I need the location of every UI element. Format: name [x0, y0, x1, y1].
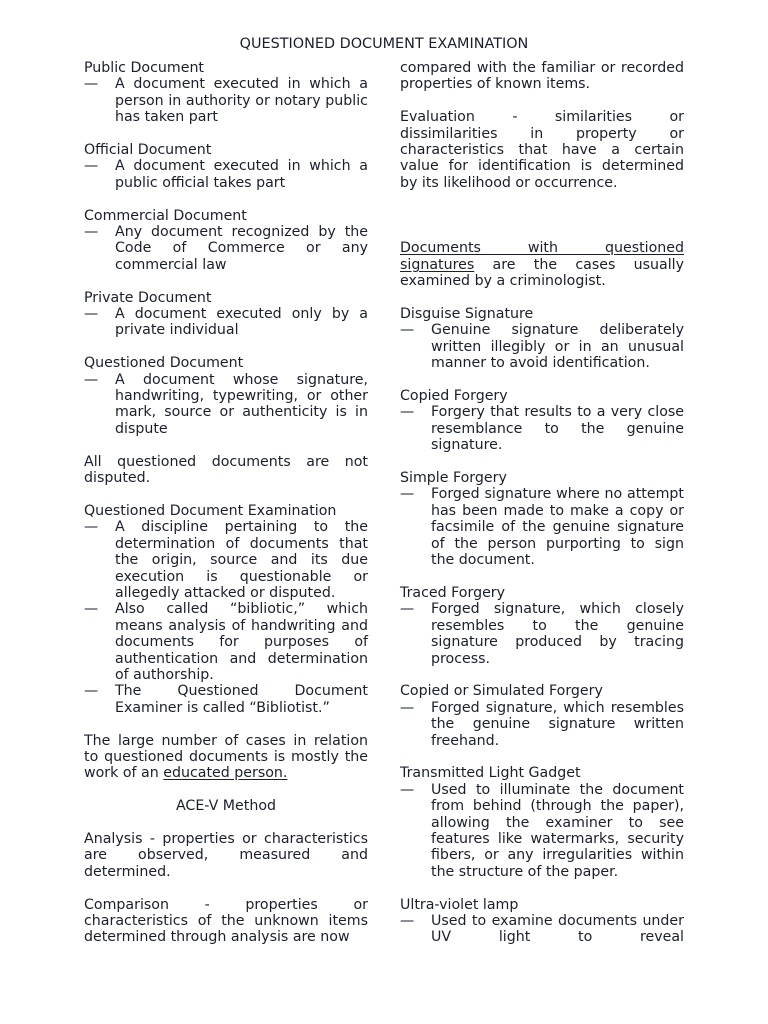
list-item	[400, 404, 684, 453]
item-text: Forged signature, which closely resembles to the genuine signature produced by tracing process.	[431, 601, 684, 667]
paragraph-analysis: Analysis - properties or characteristics are observed, measured and determined.	[84, 830, 368, 880]
list-item	[84, 158, 368, 191]
dash-bullet: —	[84, 158, 99, 175]
heading-transmitted-light: Transmitted Light Gadget	[400, 765, 581, 782]
left-column	[84, 60, 368, 946]
heading-private-document: Private Document	[84, 289, 212, 306]
heading-uv-lamp: Ultra-violet lamp	[400, 896, 519, 913]
paragraph-comparison-continued: compared with the familiar or recorded properties of known items.	[400, 60, 684, 93]
list-item	[84, 683, 368, 716]
dash-bullet: —	[84, 76, 99, 93]
dash-bullet: —	[84, 224, 99, 241]
right-column	[400, 60, 684, 946]
page-title: QUESTIONED DOCUMENT EXAMINATION	[239, 36, 529, 52]
item-text: Forgery that results to a very close resemblance to the genuine signature.	[431, 404, 684, 454]
heading-simulated-forgery: Copied or Simulated Forgery	[400, 683, 603, 700]
list-item	[84, 306, 368, 339]
item-text: Also called “bibliotic,” which means analysis of handwriting and documents for purposes of authentication and determination of authorship.	[115, 601, 368, 683]
paragraph-comparison: Comparison - properties or characteristics of the unknown items determined through analysis are now	[84, 896, 368, 946]
heading-traced-forgery: Traced Forgery	[400, 584, 506, 601]
item-text: Used to examine documents under UV light to reveal	[431, 912, 684, 946]
item-text: A document executed only by a private individual	[115, 306, 368, 339]
heading-official-document: Official Document	[84, 142, 212, 159]
dash-bullet: —	[84, 601, 99, 618]
dash-bullet: —	[84, 519, 99, 536]
list-item	[84, 372, 368, 438]
dash-bullet: —	[84, 371, 99, 388]
list-item	[84, 224, 368, 273]
item-text: A document executed in which a person in authority or notary public has taken part	[115, 76, 368, 126]
list-item	[400, 913, 684, 946]
item-text: Forged signature, which resembles the genuine signature written freehand.	[431, 699, 684, 749]
dash-bullet: —	[400, 699, 415, 716]
dash-bullet: —	[400, 912, 415, 929]
item-text: A discipline pertaining to the determination of documents that the origin, source and its due execution is questionable or allegedly attacked or disputed.	[115, 519, 368, 601]
item-text: A document whose signature, handwriting, typewriting, or other mark, source or authenticity is in dispute	[115, 371, 368, 437]
heading-acev-method: ACE-V Method	[175, 798, 277, 815]
item-text: Forged signature where no attempt has been made to make a copy or facsimile of the genuine signature of the person purporting to sign the document.	[431, 486, 684, 569]
dash-bullet: —	[400, 486, 415, 503]
underlined-signatures: signatures	[400, 256, 475, 273]
paragraph-documents-signatures	[400, 257, 684, 290]
heading-simple-forgery: Simple Forgery	[400, 470, 507, 487]
heading-commercial-document: Commercial Document	[84, 207, 247, 224]
dash-bullet: —	[400, 601, 415, 618]
underlined-educated-person: educated person.	[163, 765, 288, 782]
paragraph-large-number	[84, 733, 368, 782]
paragraph-all-questioned: All questioned documents are not disputed.	[84, 453, 368, 487]
heading-disguise-signature: Disguise Signature	[400, 306, 534, 323]
list-item	[400, 601, 684, 667]
underlined-text: Documents with questioned	[400, 240, 684, 257]
dash-bullet: —	[400, 781, 415, 798]
list-item	[400, 486, 684, 568]
paragraph-text: are the cases usually examined by a criminologist.	[400, 256, 684, 290]
heading-qde: Questioned Document Examination	[84, 502, 337, 519]
list-item	[400, 322, 684, 371]
item-text: Used to illuminate the document from behind (through the paper), allowing the examiner to see features like watermarks, security fibers, or any irregularities within the structure of the paper.	[431, 781, 684, 880]
paragraph-text: The large number of cases in relation to questioned documents is mostly the work of an	[84, 732, 368, 782]
underlined-documents-line	[400, 240, 684, 256]
heading-public-document: Public Document	[84, 60, 204, 76]
list-item	[84, 519, 368, 601]
heading-questioned-document: Questioned Document	[84, 355, 244, 372]
list-item	[84, 601, 368, 683]
dash-bullet: —	[400, 322, 415, 339]
dash-bullet: —	[400, 404, 415, 421]
list-item	[400, 782, 684, 880]
list-item	[400, 700, 684, 749]
item-text: Any document recognized by the Code of Commerce or any commercial law	[115, 224, 368, 273]
paragraph-evaluation: Evaluation - similarities or dissimilarities in property or characteristics that have a certain value for identification is determined by its likelihood or occurrence.	[400, 109, 684, 191]
item-text: A document executed in which a public official takes part	[115, 158, 368, 191]
item-text: The Questioned Document Examiner is called “Bibliotist.”	[115, 683, 368, 716]
dash-bullet: —	[84, 683, 99, 700]
list-item	[84, 76, 368, 125]
dash-bullet: —	[84, 306, 99, 323]
heading-copied-forgery: Copied Forgery	[400, 388, 508, 405]
item-text: Genuine signature deliberately written illegibly or in an unusual manner to avoid identification.	[431, 322, 684, 372]
